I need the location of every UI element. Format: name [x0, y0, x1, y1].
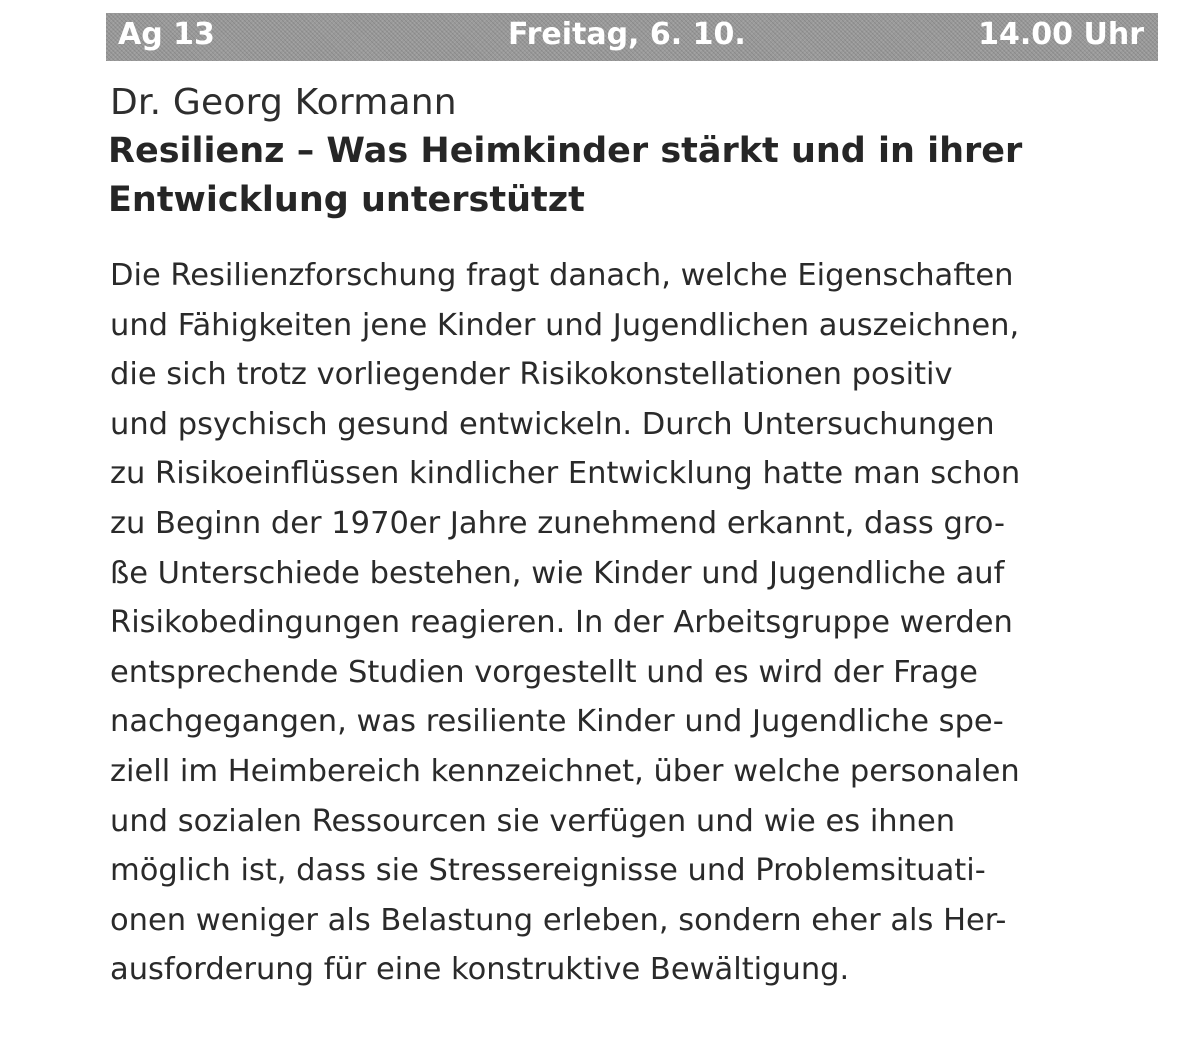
session-title [108, 127, 1108, 225]
body-line: Risikobedingungen reagieren. In der Arbeitsgruppe werden [110, 605, 1013, 641]
body-line: entsprechende Studien vorgestellt und es wird der Frage [110, 654, 978, 690]
body-line: die sich trotz vorliegender Risikokonstellationen positiv [110, 357, 953, 393]
title-line: Resilienz – Was Heimkinder stärkt und in ihrer [108, 131, 1023, 171]
session-date: Freitag, 6. 10. [508, 17, 746, 52]
body-line: nachgegangen, was resiliente Kinder und Jugendliche spe- [110, 704, 1004, 740]
body-line: möglich ist, dass sie Stressereignisse und Problemsituati- [110, 853, 986, 889]
body-line: zu Risikoeinflüssen kindlicher Entwicklung hatte man schon [110, 456, 1021, 492]
author-name: Dr. Georg Kormann [110, 82, 457, 123]
title-line: Entwicklung unterstützt [108, 180, 585, 220]
body-line: und Fähigkeiten jene Kinder und Jugendlichen auszeichnen, [110, 307, 1020, 343]
body-line: und sozialen Ressourcen sie verfügen und wie es ihnen [110, 803, 956, 839]
session-time: 14.00 Uhr [978, 17, 1144, 52]
body-line: Die Resilienzforschung fragt danach, welche Eigenschaften [110, 258, 1014, 293]
body-line: ausforderung für eine konstruktive Bewältigung. [110, 952, 850, 988]
session-header-bar [106, 13, 1158, 61]
group-label: Ag 13 [118, 17, 215, 52]
session-description [110, 251, 1150, 995]
body-line: onen weniger als Belastung erleben, sondern eher als Her- [110, 902, 1007, 938]
body-line: ße Unterschiede bestehen, wie Kinder und Jugendliche auf [110, 555, 1005, 591]
body-line: zu Beginn der 1970er Jahre zunehmend erkannt, dass gro- [110, 505, 1005, 541]
body-line: ziell im Heimbereich kennzeichnet, über welche personalen [110, 753, 1020, 789]
body-line: und psychisch gesund entwickeln. Durch Untersuchungen [110, 406, 995, 442]
